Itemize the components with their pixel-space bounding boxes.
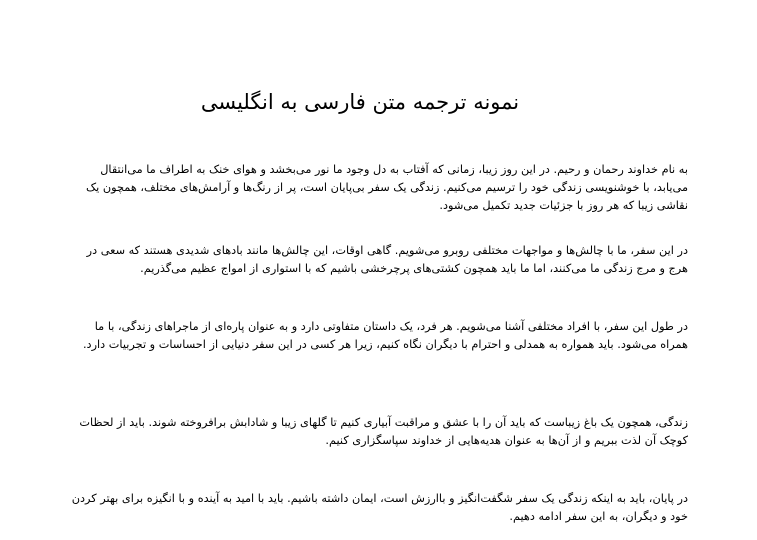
- document-title: نمونه ترجمه متن فارسی به انگلیسی: [200, 90, 520, 114]
- paragraph-1: به نام خداوند رحمان و رحیم. در این روز زیبا، زمانی که آفتاب به دل وجود ما نور می‌بخشد و هوای خنک به اطراف ما می‌انتقال می‌یابد، با خوشنویسی زندگی خود را ترسیم می‌کنیم. زندگی یک سفر بی‌پایان است، پر از رنگ‌ها و آرامش‌های مختلف، همچون یک نقاشی زیبا که هر روز با جزئیات جدید تکمیل می‌شود.: [86, 163, 688, 212]
- paragraph-2: در این سفر، ما با چالش‌ها و مواجهات مختلفی روبرو می‌شویم. گاهی اوقات، این چالش‌ها مانند بادهای شدیدی هستند که سعی در هرج و مرج زندگی ما می‌کنند، اما ما باید همچون کشتی‌های پرچرخشی باشیم که با استواری از امواج عظیم می‌گذریم.: [86, 244, 688, 275]
- paragraph-4: زندگی، همچون یک باغ زیباست که باید آن را با عشق و مراقبت آبیاری کنیم تا گلهای زیبا و شادابش برافروخته شوند. باید از لحظات کوچک آن لذت ببریم و از آن‌ها به عنوان هدیه‌هایی از خداوند سپاسگزاری کنیم.: [79, 416, 688, 447]
- paragraph-5: در پایان، باید به اینکه زندگی یک سفر شگفت‌انگیز و باارزش است، ایمان داشته باشیم. باید با امید به آینده و با انگیزه برای بهتر کردن خود و دیگران، به این سفر ادامه دهیم.: [71, 492, 688, 523]
- paragraph-3: در طول این سفر، با افراد مختلفی آشنا می‌شویم. هر فرد، یک داستان متفاوتی دارد و به عنوان پاره‌ای از ماجراهای زندگی، با ما همراه می‌شود. باید همواره به همدلی و احترام با دیگران نگاه کنیم، زیرا هر کسی در این سفر دنیایی از احساسات و تجربیات دارد.: [82, 320, 688, 351]
